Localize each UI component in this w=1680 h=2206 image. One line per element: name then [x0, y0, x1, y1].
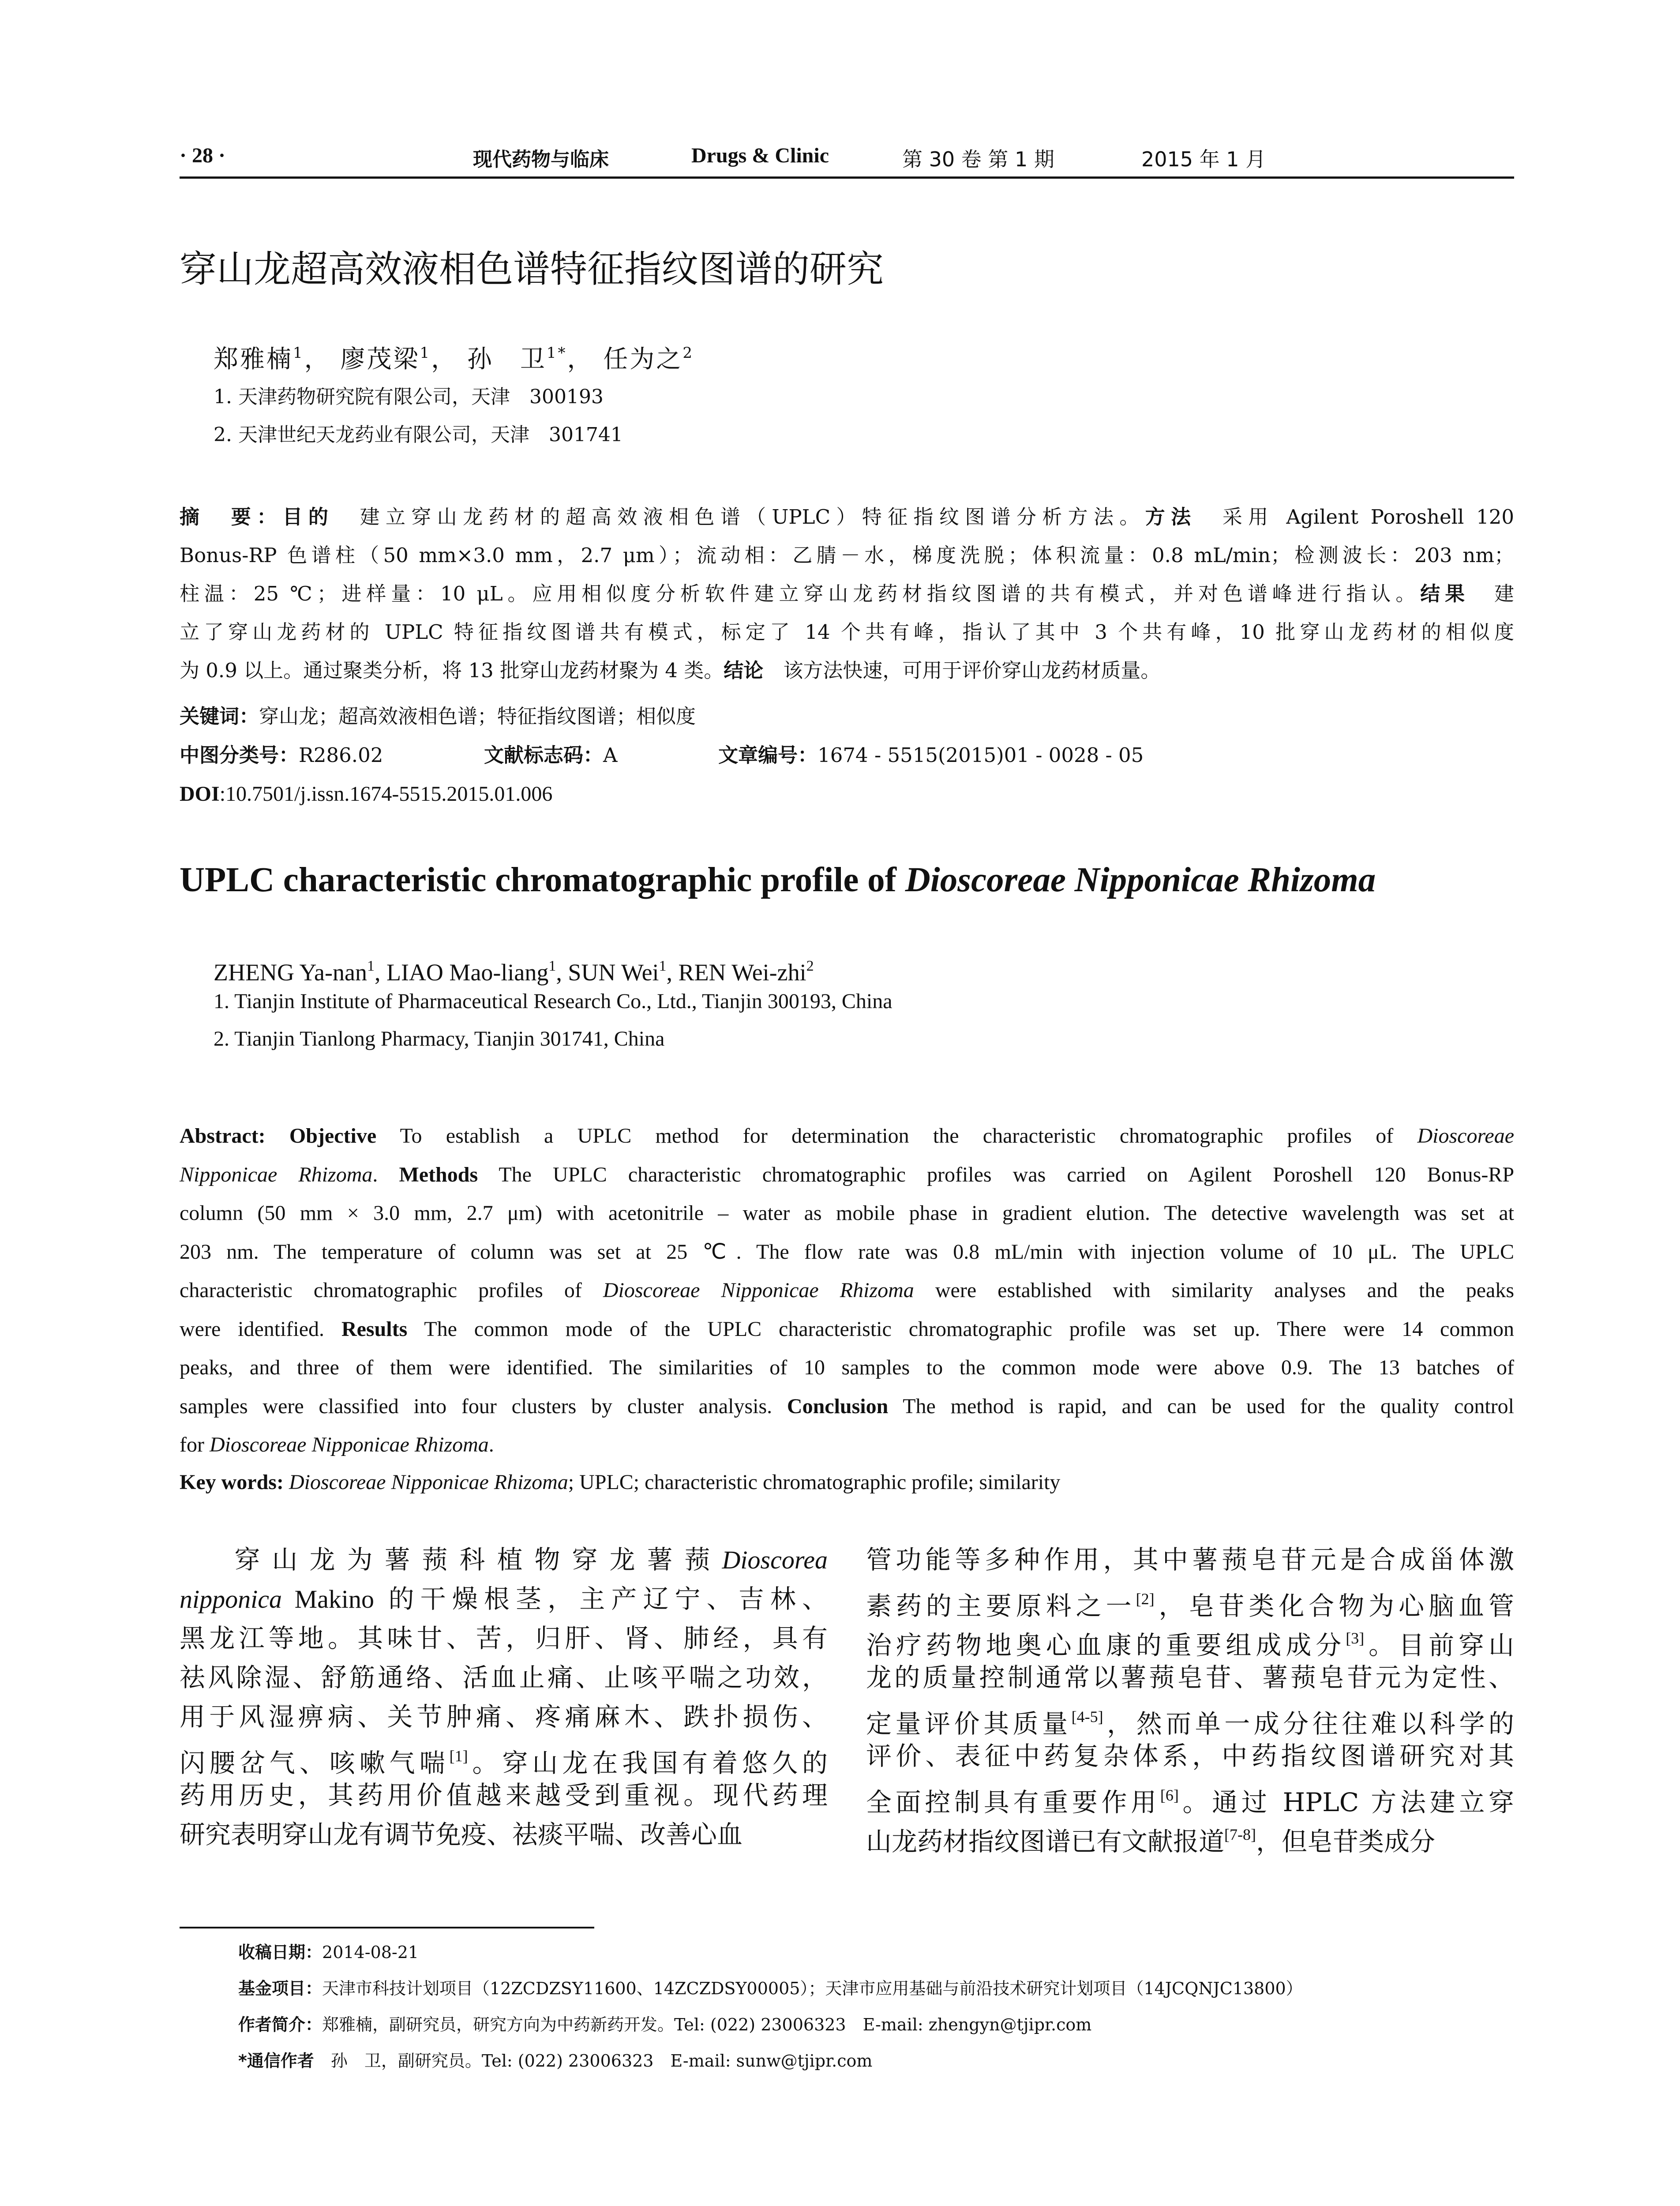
footnote-text: 郑雅楠，副研究员，研究方向为中药新药开发。Tel: (022) 23006323 E-mail: zhengyn@tjipr.com	[322, 2015, 1092, 2034]
abstract-section-label: 方法	[1145, 505, 1197, 529]
text-run: for	[180, 1433, 210, 1456]
header-rule	[180, 176, 1514, 179]
paragraph-line	[180, 1618, 828, 1658]
keywords-text: ; UPLC; characteristic chromatographic profile; similarity	[568, 1471, 1061, 1494]
text-run: 龙的质量控制通常以薯蓣皂苷、薯蓣皂苷元为定性、	[866, 1662, 1514, 1692]
text-run: 祛风除湿、舒筋通络、活血止痛、止咳平喘之功效，	[180, 1662, 828, 1692]
author-affiliation-mark: 1	[293, 344, 304, 362]
abstract-cn-line	[180, 536, 1514, 574]
abstract-en-line	[180, 1309, 1514, 1349]
author-affiliation-mark: 1	[548, 958, 556, 974]
author-name: 廖茂梁	[340, 345, 420, 374]
footnote-rule	[180, 1927, 594, 1928]
abstract-text: 该方法快速，可用于评价穿山龙药材质量。	[763, 659, 1161, 682]
text-run: nipponica	[180, 1585, 282, 1613]
text-run: 定量评价其质量	[866, 1709, 1072, 1739]
author-list-cn: 郑雅楠$^1$， 廖茂梁$^1$， 孙 卫$^{1*}$， 任为之$^2$	[214, 344, 694, 374]
text-run: Results	[341, 1317, 408, 1341]
abstract-text: 立了穿山龙药材的 UPLC 特征指纹图谱共有模式，标定了 14 个共有峰，指认了其中 3 个共有峰，10 批穿山龙药材的相似度	[180, 620, 1514, 644]
footnote-text: 2014-08-21	[322, 1943, 419, 1962]
paragraph-line	[866, 1658, 1514, 1697]
text-run: were identified.	[180, 1317, 341, 1341]
author-name: ZHENG Ya-nan	[214, 959, 367, 986]
text-run: 的干燥根茎，主产辽宁、吉林、	[374, 1584, 828, 1614]
abstract-text: 为 0.9 以上。通过聚类分析，将 13 批穿山龙药材聚为 4 类。	[180, 659, 724, 682]
affiliation-en: 1. Tianjin Institute of Pharmaceutical Research Co., Ltd., Tianjin 300193, China	[214, 990, 892, 1013]
text-run: 药用历史，其药用价值越来越受到重视。现代药理	[180, 1780, 828, 1810]
text-run: Dioscoreae Nipponicae Rhizoma	[603, 1279, 914, 1302]
text-run: 素药的主要原料之一	[866, 1591, 1136, 1621]
keywords-text: 穿山龙；超高效液相色谱；特征指纹图谱；相似度	[259, 705, 696, 728]
author-name: LIAO Mao-liang	[386, 959, 549, 986]
abstract-en-line	[180, 1387, 1514, 1426]
doc-code-value: A	[603, 743, 618, 767]
abstract-cn-line	[180, 651, 1514, 690]
abstract-en-line	[180, 1155, 1514, 1194]
author-name: 郑雅楠	[214, 345, 293, 374]
text-run: Dioscoreae Nipponicae Rhizoma	[209, 1433, 489, 1456]
citation-ref: [7-8]	[1224, 1826, 1256, 1843]
footnote-text: 孙 卫，副研究员。Tel: (022) 23006323 E-mail: sunw@tjipr.com	[314, 2051, 873, 2071]
paragraph-line	[180, 1658, 828, 1697]
title-plain: UPLC characteristic chromatographic profile of	[180, 861, 905, 899]
text-run: Abstract: Objective	[180, 1124, 377, 1148]
journal-name-en: Drugs & Clinic	[691, 144, 829, 167]
text-run: 全面控制具有重要作用	[866, 1787, 1160, 1817]
abstract-text: 柱温：25 ℃；进样量：10 μL。应用相似度分析软件建立穿山龙药材指纹图谱的共有模式，并对色谱峰进行指认。	[180, 582, 1421, 605]
issue-date: 2015 年 1 月	[1141, 147, 1266, 171]
text-run: peaks, and three of them were identified. The similarities of 10 samples to the common mode were above 0.9. The 13 batches of	[180, 1356, 1514, 1379]
abstract-en-line	[180, 1116, 1514, 1156]
paragraph-line	[180, 1815, 828, 1854]
author-affiliation-mark: 1*	[546, 344, 567, 362]
text-run: Conclusion	[787, 1394, 889, 1418]
abstract-section-label: 结果	[1420, 582, 1470, 605]
author-affiliation-mark: 1	[367, 958, 375, 974]
text-run: 研究表明穿山龙有调节免疫、祛痰平喘、改善心血	[180, 1820, 743, 1850]
classification-line	[180, 736, 1514, 774]
author-affiliation-mark: 1	[659, 958, 667, 974]
text-run: ，但皂苷类成分	[1256, 1827, 1435, 1857]
text-run: ，然而单一成分往往难以科学的	[1103, 1709, 1514, 1739]
doi-label: DOI	[180, 782, 220, 806]
citation-ref: [2]	[1136, 1590, 1155, 1608]
text-run: Methods	[399, 1163, 478, 1186]
footnote-label: 作者简介：	[238, 2015, 322, 2034]
abstract-en-line	[180, 1271, 1514, 1310]
keywords-en	[180, 1463, 1514, 1502]
affiliation-cn: 2. 天津世纪天龙药业有限公司，天津 301741	[214, 424, 623, 446]
text-run: The method is rapid, and can be used for the quality control	[888, 1394, 1514, 1418]
clc-label: 中图分类号：	[180, 743, 299, 767]
author-name: REN Wei-zhi	[678, 959, 806, 986]
footnote	[238, 1977, 1303, 2000]
abstract-en-line	[180, 1232, 1514, 1272]
text-run: Dioscorea	[722, 1546, 828, 1574]
abstract-text: 采用 Agilent Poroshell 120	[1196, 505, 1514, 529]
abstract-cn-line	[180, 498, 1514, 536]
keywords-italic: Dioscoreae Nipponicae Rhizoma	[289, 1471, 568, 1494]
journal-name-cn: 现代药物与临床	[473, 148, 609, 171]
footnote-label: 基金项目：	[238, 1979, 322, 1998]
footnote-label: *通信作者	[238, 2051, 314, 2071]
abstract-en-line	[180, 1193, 1514, 1233]
paragraph-line	[866, 1815, 1514, 1861]
citation-ref: [6]	[1160, 1786, 1179, 1804]
text-run: characteristic chromatographic profiles of	[180, 1279, 603, 1302]
page-number: · 28 ·	[180, 144, 226, 167]
doi-line	[180, 775, 1514, 813]
text-run: column (50 mm × 3.0 mm, 2.7 μm) with acetonitrile – water as mobile phase in gradient elution. The detective wavelength was set at	[180, 1201, 1514, 1225]
author-affiliation-mark: 2	[806, 958, 814, 974]
author-name: SUN Wei	[568, 959, 659, 986]
title-italic: Dioscoreae Nipponicae Rhizoma	[905, 861, 1376, 899]
article-title-en	[180, 858, 1376, 902]
author-name: 任为之	[603, 345, 683, 374]
article-title-cn: 穿山龙超高效液相色谱特征指纹图谱的研究	[180, 248, 884, 291]
text-run: 用于风湿痹病、关节肿痛、疼痛麻木、跌扑损伤、	[180, 1702, 828, 1732]
abstract-en-line	[180, 1425, 1514, 1464]
paragraph-line	[180, 1697, 828, 1737]
text-run: 管功能等多种作用，其中薯蓣皂苷元是合成甾体激	[866, 1545, 1514, 1575]
footnote-label: 收稿日期：	[238, 1943, 322, 1962]
doi-value: :10.7501/j.issn.1674-5515.2015.01.006	[219, 782, 553, 806]
text-run: 评价、表征中药复杂体系，中药指纹图谱研究对其	[866, 1741, 1514, 1771]
abstract-cn-line	[180, 574, 1514, 613]
doc-code-label: 文献标志码：	[484, 743, 603, 767]
keywords-cn	[180, 697, 1514, 735]
keywords-label: 关键词：	[180, 705, 259, 728]
paragraph-line	[180, 1540, 828, 1580]
footnote	[238, 2014, 1091, 2036]
text-run: 203 nm. The temperature of column was set at 25 ℃. The flow rate was 0.8 mL/min with injection volume of 10 μL. The UPLC	[180, 1240, 1514, 1264]
keywords-label: Key words:	[180, 1471, 284, 1494]
affiliation-cn: 1. 天津药物研究院有限公司，天津 300193	[214, 386, 604, 408]
text-run: Makino	[281, 1585, 375, 1613]
paragraph-line	[180, 1775, 828, 1815]
author-list-en: ZHENG Ya-nan$^1$, LIAO Mao-liang$^1$, SUN Wei$^1$, REN Wei-zhi$^2$	[214, 958, 814, 986]
affiliation-en: 2. Tianjin Tianlong Pharmacy, Tianjin 301741, China	[214, 1027, 665, 1050]
text-run: The UPLC characteristic chromatographic profiles was carried on Agilent Poroshell 120 Bonus-RP	[478, 1163, 1515, 1186]
volume-issue: 第 30 卷 第 1 期	[902, 147, 1054, 171]
text-run: 。通过 HPLC 方法建立穿	[1178, 1787, 1514, 1817]
abstract-cn-line	[180, 613, 1514, 651]
text-run: 穿 山 龙 为 薯 蓣 科 植 物 穿 龙 薯 蓣	[180, 1545, 722, 1575]
text-run: were established with similarity analyses and the peaks	[914, 1279, 1514, 1302]
text-run: 山龙药材指纹图谱已有文献报道	[866, 1827, 1225, 1857]
footnote	[238, 2050, 872, 2072]
paragraph-line	[180, 1579, 828, 1619]
text-run: .	[488, 1433, 494, 1456]
abstract-section-label: 摘 要：目的	[180, 505, 334, 529]
author-affiliation-mark: 1	[420, 344, 431, 362]
citation-ref: [4-5]	[1071, 1708, 1103, 1726]
footnote-text: 天津市科技计划项目（12ZCDZSY11600、14ZCZDSY00005）；天津市应用基础与前沿技术研究计划项目（14JCQNJC13800）	[322, 1979, 1303, 1998]
text-run: 黑龙江等地。其味甘、苦，归肝、肾、肺经，具有	[180, 1623, 828, 1653]
footnote	[238, 1941, 419, 1963]
text-run: Nipponicae Rhizoma	[180, 1163, 373, 1186]
text-run: .	[372, 1163, 399, 1186]
text-run: To establish a UPLC method for determination the characteristic chromatographic profiles of	[376, 1124, 1418, 1148]
running-header	[180, 143, 1514, 175]
text-run: The common mode of the UPLC characteristic chromatographic profile was set up. There were 14 common	[407, 1317, 1515, 1341]
text-run: 闪腰岔气、咳嗽气喘	[180, 1748, 450, 1778]
abstract-text: Bonus-RP 色谱柱（50 mm×3.0 mm，2.7 μm）；流动相：乙腈－水，梯度洗脱；体积流量：0.8 mL/min；检测波长：203 nm；	[180, 544, 1514, 567]
text-run: samples were classified into four clusters by cluster analysis.	[180, 1394, 787, 1418]
article-number-value: 1674 - 5515(2015)01 - 0028 - 05	[818, 743, 1144, 767]
text-run: Dioscoreae	[1417, 1124, 1514, 1148]
citation-ref: [1]	[449, 1747, 468, 1765]
citation-ref: [3]	[1346, 1629, 1365, 1647]
text-run: 治疗药物地奥心血康的重要组成成分	[866, 1630, 1346, 1660]
text-run: ，皂苷类化合物为心脑血管	[1154, 1591, 1514, 1621]
author-affiliation-mark: 2	[682, 344, 694, 362]
text-run: 。目前穿山	[1364, 1630, 1514, 1660]
text-run: 。穿山龙在我国有着悠久的	[468, 1748, 828, 1778]
clc-value: R286.02	[299, 743, 383, 767]
author-name: 孙 卫	[467, 345, 547, 374]
paragraph-line	[866, 1540, 1514, 1579]
abstract-text: 建立穿山龙药材的超高效液相色谱（UPLC）特征指纹图谱分析方法。	[334, 505, 1145, 529]
abstract-text: 建	[1470, 582, 1514, 605]
article-number-label: 文章编号：	[718, 743, 818, 767]
abstract-en-line	[180, 1348, 1514, 1387]
paragraph-line	[866, 1736, 1514, 1776]
abstract-section-label: 结论	[724, 659, 764, 682]
